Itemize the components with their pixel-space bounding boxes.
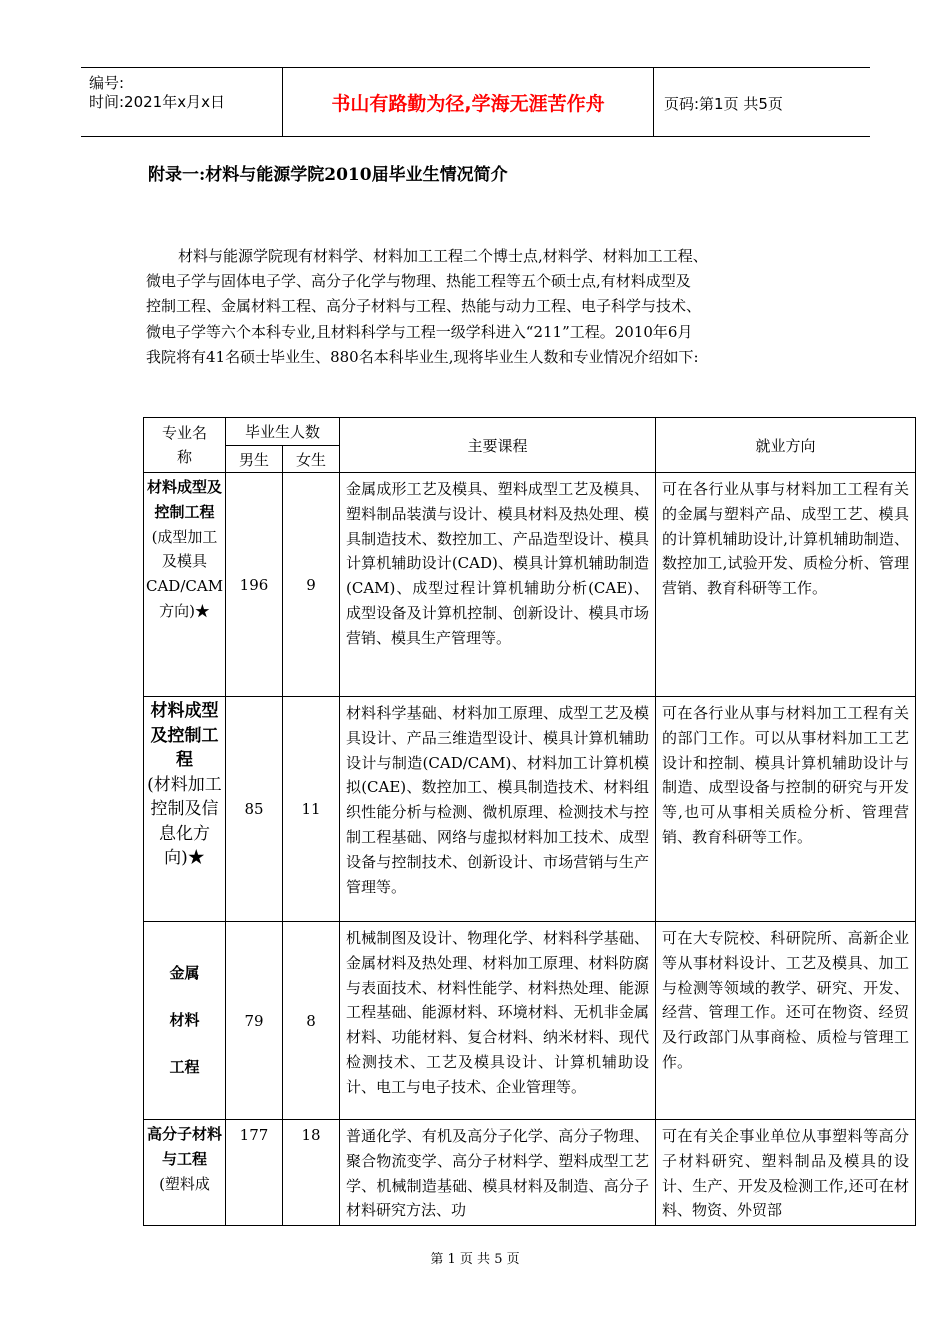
- intro-line: 微电子学与固体电子学、高分子化学与物理、热能工程等五个硕士点,有材料成型及: [146, 272, 691, 291]
- career-text: 可在各行业从事与材料加工工程有关的金属与塑料产品、成型工艺、模具的计算机辅助设计,计算机辅助制造、数控加工,试验开发、质检分析、管理营销、教育科研等工作。: [662, 480, 910, 598]
- major-name: 金属材料工程: [169, 964, 200, 1076]
- intro-line: 我院将有41名硕士毕业生、880名本科毕业生,现将毕业生人数和专业情况介绍如下:: [146, 347, 699, 366]
- career-text: 可在大专院校、科研院所、高新企业等从事材料设计、工艺及模具、加工与检测等领域的教学、研究、开发、经营、管理工作。还可在物资、经贸及行政部门从事商检、质检与管理工作。: [662, 929, 910, 1071]
- intro-line: 控制工程、金属材料工程、高分子材料与工程、热能与动力工程、电子科学与技术、: [146, 297, 702, 316]
- major-direction: (成型加工及模具CAD/CAM方向)★: [146, 527, 224, 620]
- header-graduates: 毕业生人数: [226, 418, 340, 446]
- table-row: [144, 1120, 916, 1226]
- header-female: 女生: [283, 446, 340, 473]
- career-cell: [656, 922, 916, 1120]
- page-header: [81, 67, 870, 137]
- career-cell: [656, 1120, 916, 1226]
- major-name: 材料成型及控制工程: [150, 701, 219, 770]
- table-row: [144, 473, 916, 697]
- header-courses: 主要课程: [340, 418, 656, 473]
- major-name: 材料成型及控制工程: [146, 478, 222, 521]
- male-count: 196: [226, 473, 283, 697]
- intro-line: 材料与能源学院现有材料学、材料加工工程二个博士点,材料学、材料加工工程、: [178, 247, 708, 265]
- header-career: 就业方向: [656, 418, 916, 473]
- career-text: 可在各行业从事与材料加工工程有关的部门工作。可以从事材料加工工艺设计和控制、模具计算机辅助设计与制造、成型设备与控制的研究与开发等,也可从事相关质检分析、管理营销、教育科研等工作。: [662, 704, 910, 846]
- courses-cell: [340, 1120, 656, 1226]
- courses-text: 机械制图及设计、物理化学、材料科学基础、金属材料及热处理、材料加工原理、材料防腐与表面技术、材料性能学、材料热处理、能源工程基础、能源材料、环境材料、无机非金属材料、功能材料、复合材料、纳米材料、现代检测技术、工艺及模具设计、计算机辅助设计、电工与电子技术、企业管理等。: [346, 929, 650, 1096]
- table-row: [144, 697, 916, 922]
- major-cell: [144, 473, 226, 697]
- intro-paragraph: [146, 244, 836, 370]
- career-text: 可在有关企事业单位从事塑料等高分子材料研究、塑料制品及模具的设计、生产、开发及检测工作,还可在材料、物资、外贸部: [662, 1127, 910, 1220]
- courses-cell: [340, 473, 656, 697]
- female-count: 9: [283, 473, 340, 697]
- courses-text: 金属成形工艺及模具、塑料成型工艺及模具、塑料制品装潢与设计、模具材料及热处理、模具制造技术、数控加工、产品造型设计、模具计算机辅助设计(CAD)、模具计算机辅助制造(CAM)、成型过程计算机辅助分析(CAE)、成型设备及计算机控制、创新设计、模具市场营销、模具生产管理等。: [346, 480, 650, 647]
- courses-cell: [340, 697, 656, 922]
- doc-time-label: 时间:2021年x月x日: [89, 93, 225, 111]
- female-count: 18: [283, 1120, 340, 1226]
- header-meta: [81, 68, 281, 136]
- major-name: 高分子材料与工程: [146, 1125, 222, 1168]
- male-count: 79: [226, 922, 283, 1120]
- intro-line: 微电子学等六个本科专业,且材料科学与工程一级学科进入“211”工程。2010年6月: [146, 322, 693, 341]
- major-cell: [144, 697, 226, 922]
- table-row: [144, 922, 916, 1120]
- doc-number-label: 编号:: [89, 74, 125, 92]
- page-title: 附录一:材料与能源学院2010届毕业生情况简介: [148, 165, 508, 185]
- table-header-row: [144, 418, 916, 446]
- female-count: 8: [283, 922, 340, 1120]
- courses-text: 材料科学基础、材料加工原理、成型工艺及模具设计、产品三维造型设计、模具计算机辅助设计与制造(CAD/CAM)、材料加工计算机模拟(CAE)、数控加工、模具制造技术、材料组织性能分析与检测、微机原理、检测技术与控制工程基础、网络与虚拟材料加工技术、成型设备与控制技术、创新设计、市场营销与生产管理等。: [346, 704, 650, 896]
- header-motto: 书山有路勤为径,学海无涯苦作舟: [331, 93, 605, 115]
- career-cell: [656, 473, 916, 697]
- major-cell: [144, 922, 226, 1120]
- page-footer: 第 1 页 共 5 页: [430, 1252, 520, 1267]
- graduates-table: [143, 417, 916, 1226]
- header-major: 专业名称: [144, 418, 226, 473]
- major-direction: (材料加工控制及信息化方向)★: [147, 774, 222, 868]
- major-direction: (塑料成: [159, 1174, 210, 1193]
- header-male: 男生: [226, 446, 283, 473]
- courses-text: 普通化学、有机及高分子化学、高分子物理、聚合物流变学、高分子材料学、塑料成型工艺学、机械制造基础、模具材料及制造、高分子材料研究方法、功: [346, 1127, 650, 1220]
- male-count: 85: [226, 697, 283, 922]
- female-count: 11: [283, 697, 340, 922]
- header-divider: [653, 68, 654, 136]
- major-cell: [144, 1120, 226, 1226]
- courses-cell: [340, 922, 656, 1120]
- male-count: 177: [226, 1120, 283, 1226]
- career-cell: [656, 697, 916, 922]
- header-page-label: 页码:第1页 共5页: [664, 95, 783, 113]
